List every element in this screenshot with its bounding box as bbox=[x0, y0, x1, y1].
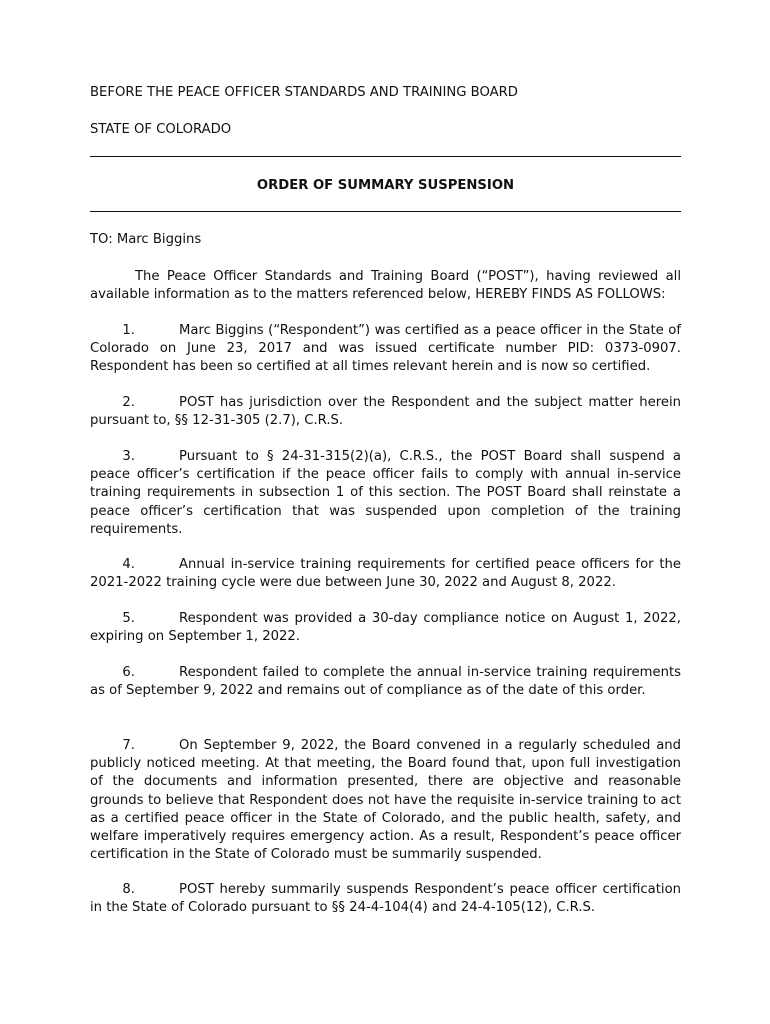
top-divider bbox=[90, 156, 681, 157]
finding-3: 3. Pursuant to § 24-31-315(2)(a), C.R.S., the POST Board shall suspend a peace officer’s certification if the peace officer fails to comply with annual in-service training requirements in subsection 1 of this section. The POST Board shall reinstate a peace officer’s certification that was suspended upon completion of the training requirements. bbox=[90, 449, 681, 537]
bottom-divider bbox=[90, 211, 681, 212]
finding-5: 5. Respondent was provided a 30-day compliance notice on August 1, 2022, expiring on September 1, 2022. bbox=[90, 611, 681, 645]
board-heading: BEFORE THE PEACE OFFICER STANDARDS AND TRAINING BOARD bbox=[90, 85, 518, 100]
finding-8: 8. POST hereby summarily suspends Respondent’s peace officer certification in the State of Colorado pursuant to §§ 24-4-104(4) and 24-4-105(12), C.R.S. bbox=[90, 882, 681, 916]
finding-6: 6. Respondent failed to complete the annual in-service training requirements as of September 9, 2022 and remains out of compliance as of the date of this order. bbox=[90, 665, 681, 699]
intro-paragraph: The Peace Officer Standards and Training Board (“POST”), having reviewed all available information as to the matters referenced below, HEREBY FINDS AS FOLLOWS: bbox=[90, 269, 681, 303]
finding-7: 7. On September 9, 2022, the Board convened in a regularly scheduled and publicly noticed meeting. At that meeting, the Board found that, upon full investigation of the documents and information presented, there are objective and reasonable grounds to believe that Respondent does not have the requisite in-service training to act as a certified peace officer in the State of Colorado, and the public health, safety, and welfare imperatively requires emergency action. As a result, Respondent’s peace officer certification in the State of Colorado must be summarily suspended. bbox=[90, 738, 681, 863]
finding-4: 4. Annual in-service training requirements for certified peace officers for the 2021-2022 training cycle were due between June 30, 2022 and August 8, 2022. bbox=[90, 557, 681, 591]
finding-2: 2. POST has jurisdiction over the Respondent and the subject matter herein pursuant to, §§ 12-31-305 (2.7), C.R.S. bbox=[90, 395, 681, 429]
finding-1: 1. Marc Biggins (“Respondent”) was certified as a peace officer in the State of Colorado on June 23, 2017 and was issued certificate number PID: 0373-0907. Respondent has been so certified at all times relevant herein and is now so certified. bbox=[90, 323, 681, 375]
addressee: TO: Marc Biggins bbox=[90, 232, 202, 247]
state-heading: STATE OF COLORADO bbox=[90, 122, 232, 137]
order-title: ORDER OF SUMMARY SUSPENSION bbox=[256, 178, 515, 193]
